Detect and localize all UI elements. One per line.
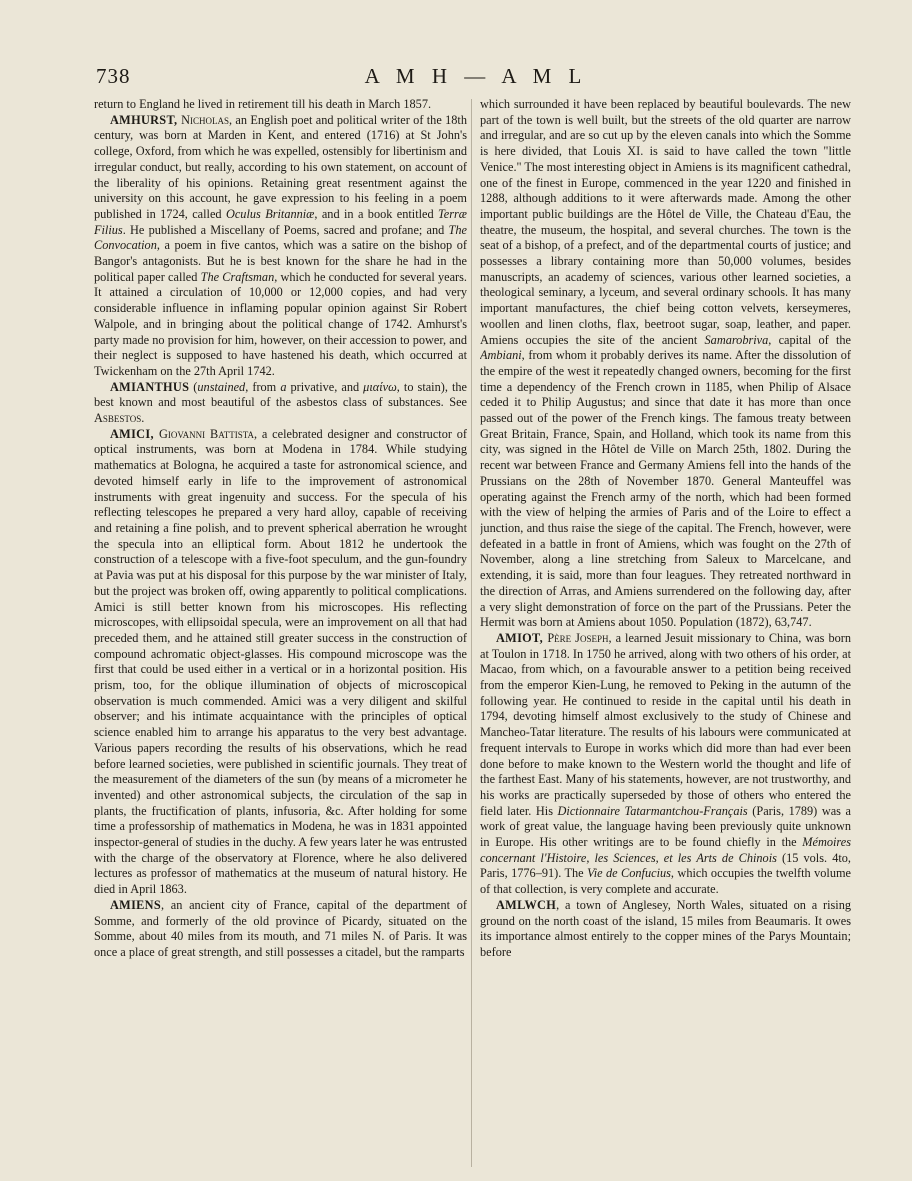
entry-text: , an ancient city of France, capital of the department of Somme, and formerly of the old province of Picardy, situated on the Somme, about 40 miles from its mouth, and 71 miles N. of Paris. It was once a place of great strength, and still possesses a citadel, but the ramparts <box>94 897 467 959</box>
entry-text: privative, and <box>286 379 364 394</box>
entry-text: . He published a Miscellany of Poems, sacred and profane; and <box>122 222 449 237</box>
entry-text: , a poem in five cantos, which was a satire on the bishop of Bangor's antagonists. But he is best known for the share he had in the political paper called <box>94 238 467 284</box>
entry-amlwch <box>480 898 851 961</box>
title-italic: Dictionnaire Tatarmantchou-Français <box>557 803 748 818</box>
entry-text: , a learned Jesuit missionary to China, was born at Toulon in 1718. In 1750 he arrived, along with two others of his order, at Macao, from which, on a favourable answer to a petition being received from the emperor Kien-Lung, he removed to Peking in the autumn of the following year. He continued to reside in the capital until his death in 1794, devoting himself almost exclusively to the study of Chinese and Mancheo-Tatar literature. The results of his labours were communicated at frequent intervals to Europe in works which did more than had ever been done before to make known to the Western world the thought and life of the farthest East. Many of his statements, however, are not trustworthy, and his works are practically superseded by those of others who entered the field later. His <box>480 630 851 818</box>
headword: AMIANTHUS <box>110 379 190 394</box>
title-italic: Oculus Britanniæ <box>225 206 315 221</box>
entry-amiens-continued <box>480 97 851 631</box>
entry-text: , a town of Anglesey, North Wales, situated on a rising ground on the north coast of the island, 15 miles from Beaumaris. It owes its importance almost entirely to the copper mines of the Parys Mountain; before <box>480 897 851 959</box>
entry-text: , and in a book entitled <box>314 206 439 221</box>
right-column <box>480 97 851 1172</box>
running-head: A M H — A M L <box>364 64 588 88</box>
entry-text: . <box>141 411 145 426</box>
title-italic: Mémoires concernant l'Histoire, les Sciences, et les Arts de Chinois <box>480 835 851 865</box>
entry-text: , capital of the <box>768 332 851 347</box>
greek-word: μιαίνω <box>363 379 397 394</box>
headword: AMIENS <box>110 897 161 912</box>
entry-text: , which occupies the twelfth volume of that collection, is very complete and accurate. <box>480 866 851 897</box>
column-divider <box>471 99 472 1167</box>
entry-continuation <box>94 97 467 113</box>
page-number: 738 <box>96 64 131 88</box>
given-name: Giovanni Battista <box>158 426 254 441</box>
entry-text: , an English poet and political writer of the 18th century, was born at Marden in Kent, and entered (1716) at St John's college, Oxford, from which he was expelled, ostensibly for libertinism and irregular conduct, but really, according to his own statement, on account of the liberality of his opinions. Retaining great resentment against the university on this account, he gave expression to his feeling in a poem published in 1724, called <box>94 112 467 221</box>
headword: AMIOT, <box>496 630 548 645</box>
place-italic: Samarobriva <box>704 332 769 347</box>
entry-amiens <box>94 898 467 961</box>
entry-amhurst <box>94 113 467 380</box>
given-name: Père Joseph <box>547 630 609 645</box>
left-column <box>94 97 467 1172</box>
entry-text: ( <box>189 379 198 394</box>
etymology-italic: unstained <box>197 379 246 394</box>
headword: AMHURST, <box>110 112 182 127</box>
entry-text: , from whom it probably derives its name. After the dissolution of the empire of the west it repeatedly changed owners, becoming for the first time a dependency of the French crown in 1185, when Philip of Alsace ceded it to Philip Augustus; and since that date it has more than once passed out of the power of the French kings. The famous treaty between Great Britain, France, Spain, and Holland, which took its name from this city, was signed in the Hôtel de Ville on March 25th, 1802. During the recent war between France and Germany Amiens fell into the hands of the Prussians on the 28th of November 1870. General Manteuffel was operating against the French army of the north, which had been formed with the view of helping the armies of Paris and of the Loire to effect a junction, and thus raise the siege of the capital. The French, however, were defeated in a battle in front of Amiens, which was fought on the 27th of November, along a line stretching from Saleux to Marcelcane, and extending, it is said, more than four leagues. They retreated northward in the direction of Arras, and Amiens surrendered on the following day, after a very slight demonstration of force on the part of the Prussians. Peter the Hermit was born at Amiens about 1050. Population (1872), 63,747. <box>480 348 851 630</box>
entry-text: (Paris, 1789) was a work of great value, the language having been previously quite unknown in Europe. His other writings are to be found chiefly in the <box>480 803 851 850</box>
entry-text: which surrounded it have been replaced by beautiful boulevards. The new part of the town is well built, but the streets of the old quarter are narrow and irregular, and are so cut up by the eleven canals into which the Somme is here divided, that Louis XI. is said to have called the town "little Venice." The most interesting object in Amiens is its magnificent cathedral, one of the finest in Europe, commenced in the year 1220 and finished in 1288, although additions to it were afterwards made. Among the other important public buildings are the Hôtel de Ville, the Chateau d'Eau, the theatre, the museum, the hospital, and several churches. The town is the seat of a bishop, of a prefect, and of the departmental courts of justice; and possesses a library containing more than 50,000 volumes, besides manuscripts, an academy of sciences, various other learned societies, a theological seminary, a lyceum, and several ordinary schools. It has many important manufactures, the chief being cotton velvets, kerseymeres, woollen and linen cloths, flax, beetroot sugar, soap, leather, and paper. Amiens occupies the site of the ancient <box>480 97 851 347</box>
entry-amiot <box>480 631 851 898</box>
people-italic: Ambiani <box>480 348 522 363</box>
entry-text: , to stain), the best known and most beautiful of the asbestos class of substances. See <box>94 379 467 410</box>
entry-text: (15 vols. 4to, Paris, 1776–91). The <box>480 850 851 881</box>
given-name: Nicholas <box>181 112 229 127</box>
title-italic: The Convocation <box>94 222 467 253</box>
entry-amici <box>94 427 467 898</box>
entry-text: , which he conducted for several years. It attained a circulation of 10,000 or 12,000 copies, and had very considerable influence in inflaming popular opinion against Sir Robert Walpole, and in bringing about the political change of 1742. Amhurst's party made no provision for him, however, on their accession to power, and their neglect is supposed to have hastened his death, which occurred at Twickenham on the 27th April 1742. <box>94 269 467 378</box>
page-header <box>96 64 856 88</box>
cross-reference: Asbestos <box>94 411 142 426</box>
title-italic: Terræ Filius <box>94 206 467 237</box>
headword: AMLWCH <box>496 897 557 912</box>
continuation-text: return to England he lived in retirement till his death in March 1857. <box>94 97 432 111</box>
title-italic: Vie de Confucius <box>587 866 671 881</box>
etymology-italic: a <box>280 379 287 394</box>
headword: AMICI, <box>110 426 159 441</box>
title-italic: The Craftsman <box>200 269 275 284</box>
entry-amianthus <box>94 380 467 427</box>
entry-text: , from <box>245 379 281 394</box>
entry-text: , a celebrated designer and constructor of optical instruments, was born at Modena in 1784. While studying mathematics at Bologna, he acquired a taste for astronomical science, and devoted himself early in life to the improvement of astronomical instruments with great ingenuity and success. For the specula of his reflecting telescopes he prepared a very hard alloy, capable of receiving and retaining a fine polish, and to prevent spherical aberration he wrought the specula into an elliptical form. About 1812 he undertook the construction of a telescope with a five-foot speculum, and the gun-foundry at Pavia was put at his disposal for this purpose by the war minister of Italy, but the project was broken off, owing apparently to political complications. Amici is still better known from his microscopes. His reflecting microscopes, with ellipsoidal specula, were an improvement on all that had preceded them, and he attained still greater success in the construction of compound achromatic object-glasses. His compound microscope was the first that could be used either in a vertical or in a horizontal position. His prism, too, for the oblique illumination of objects of microscopical observation is much commended. Amici was a very diligent and skilful observer; and his intimate acquaintance with the principles of optical science enabled him to arrange his apparatus to the very best advantage. Various papers recording the results of his observations, which he read before learned societies, were published in scientific journals. They treat of the measurement of the diameters of the sun (by means of a micrometer he invented) and other astronomical subjects, the circulation of the sap in plants, the fructification of plants, infusoria, &c. After holding for some time a professorship of mathematics in Modena, he was in 1831 appointed inspector-general of studies in the duchy. A few years later he was entrusted with the charge of the observatory at Florence, where he also delivered lectures as professor of mathematics at the museum of natural history. He died in April 1863. <box>94 426 467 897</box>
